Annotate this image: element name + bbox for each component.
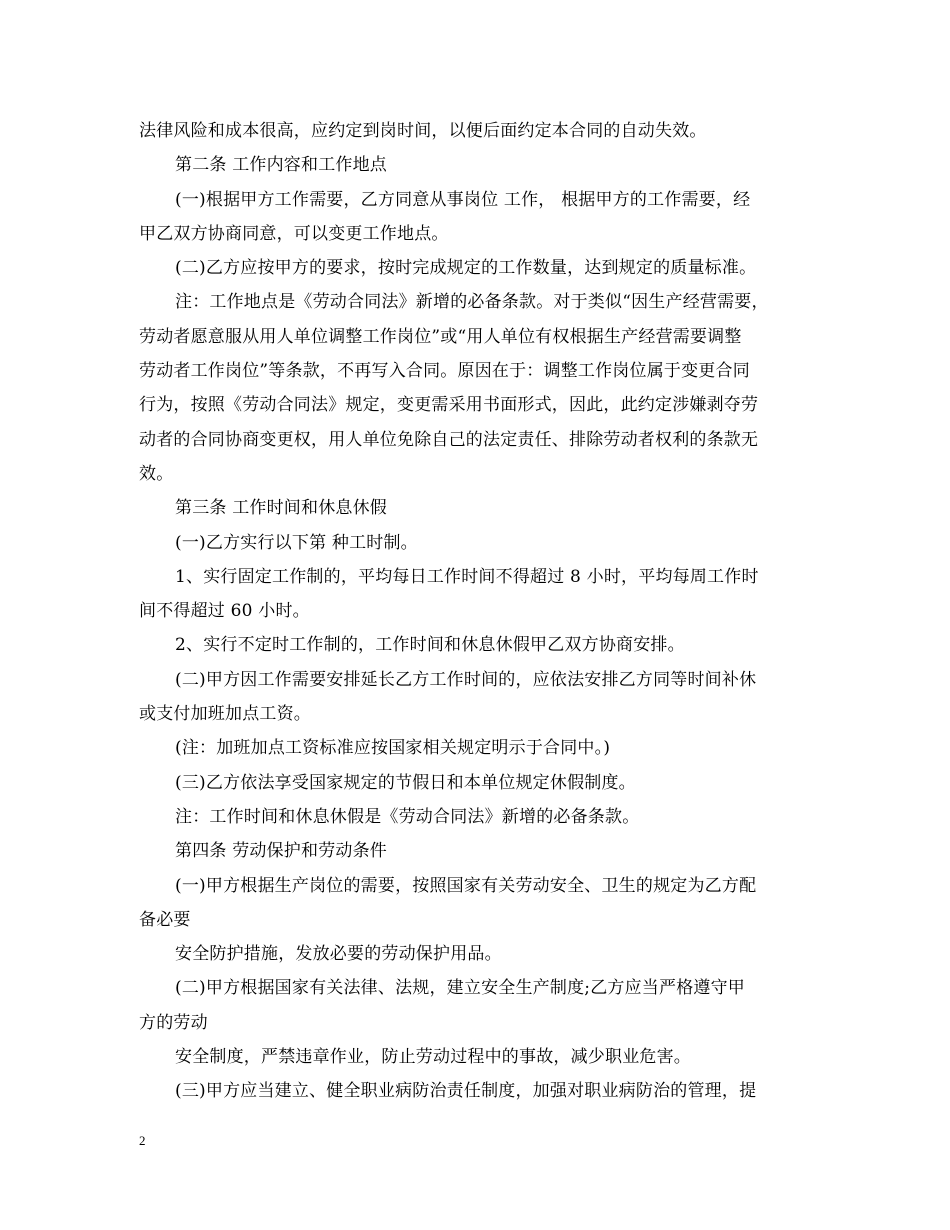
text-line: (一)甲方根据生产岗位的需要，按照国家有关劳动安全、卫生的规定为乙方配 (175, 875, 757, 896)
text-line: 动者的合同协商变更权，用人单位免除自己的法定责任、排除劳动者权利的条款无 (139, 429, 759, 450)
text-line: (二)甲方因工作需要安排延长乙方工作时间的，应依法安排乙方同等时间补休 (175, 669, 757, 690)
article-heading: 第四条 劳动保护和劳动条件 (175, 841, 388, 862)
text-line: 备必要 (139, 909, 191, 930)
text-line: 安全防护措施，发放必要的劳动保护用品。 (175, 944, 502, 965)
text-line: 效。 (139, 463, 174, 484)
text-line: 或支付加班加点工资。 (139, 704, 311, 725)
text-line: 劳动者工作岗位”等条款，不再写入合同。原因在于：调整工作岗位属于变更合同 (139, 361, 750, 382)
text-line: (二)乙方应按甲方的要求，按时完成规定的工作数量，达到规定的质量标准。 (175, 258, 757, 279)
text-line: (三)乙方依法享受国家规定的节假日和本单位规定休假制度。 (175, 772, 636, 793)
text-line: 1、实行固定工作制的，平均每日工作时间不得超过 8 小时，平均每周工作时 (175, 566, 759, 587)
article-heading: 第二条 工作内容和工作地点 (175, 155, 388, 176)
text-line: 甲乙双方协商同意，可以变更工作地点。 (139, 223, 449, 244)
text-line: 注：工作地点是《劳动合同法》新增的必备条款。对于类似“因生产经营需要， (175, 292, 769, 313)
document-body (139, 114, 829, 1109)
text-line: (二)甲方根据国家有关法律、法规，建立安全生产制度;乙方应当严格遵守甲 (175, 978, 745, 999)
text-line: 劳动者愿意服从用人单位调整工作岗位”或“用人单位有权根据生产经营需要调整 (139, 326, 742, 347)
text-line: (一)乙方实行以下第 种工时制。 (175, 532, 418, 553)
text-line: (三)甲方应当建立、健全职业病防治责任制度，加强对职业病防治的管理，提 (175, 1081, 757, 1102)
text-line: 行为，按照《劳动合同法》规定，变更需采用书面形式，因此，此约定涉嫌剥夺劳 (139, 395, 759, 416)
text-line: (注：加班加点工资标准应按国家相关规定明示于合同中。) (175, 738, 611, 759)
text-line: 间不得超过 60 小时。 (139, 601, 310, 622)
text-line: 法律风险和成本很高，应约定到岗时间，以便后面约定本合同的自动失效。 (139, 121, 707, 141)
text-line: 注：工作时间和休息休假是《劳动合同法》新增的必备条款。 (175, 806, 640, 827)
text-line: 2、实行不定时工作制的，工作时间和休息休假甲乙双方协商安排。 (175, 635, 685, 656)
text-line: 安全制度，严禁违章作业，防止劳动过程中的事故，减少职业危害。 (175, 1047, 691, 1068)
text-line: (一)根据甲方工作需要，乙方同意从事岗位 工作， 根据甲方的工作需要，经 (175, 189, 751, 210)
page-number: 2 (139, 1133, 146, 1148)
article-heading: 第三条 工作时间和休息休假 (175, 498, 388, 519)
text-line: 方的劳动 (139, 1012, 208, 1033)
